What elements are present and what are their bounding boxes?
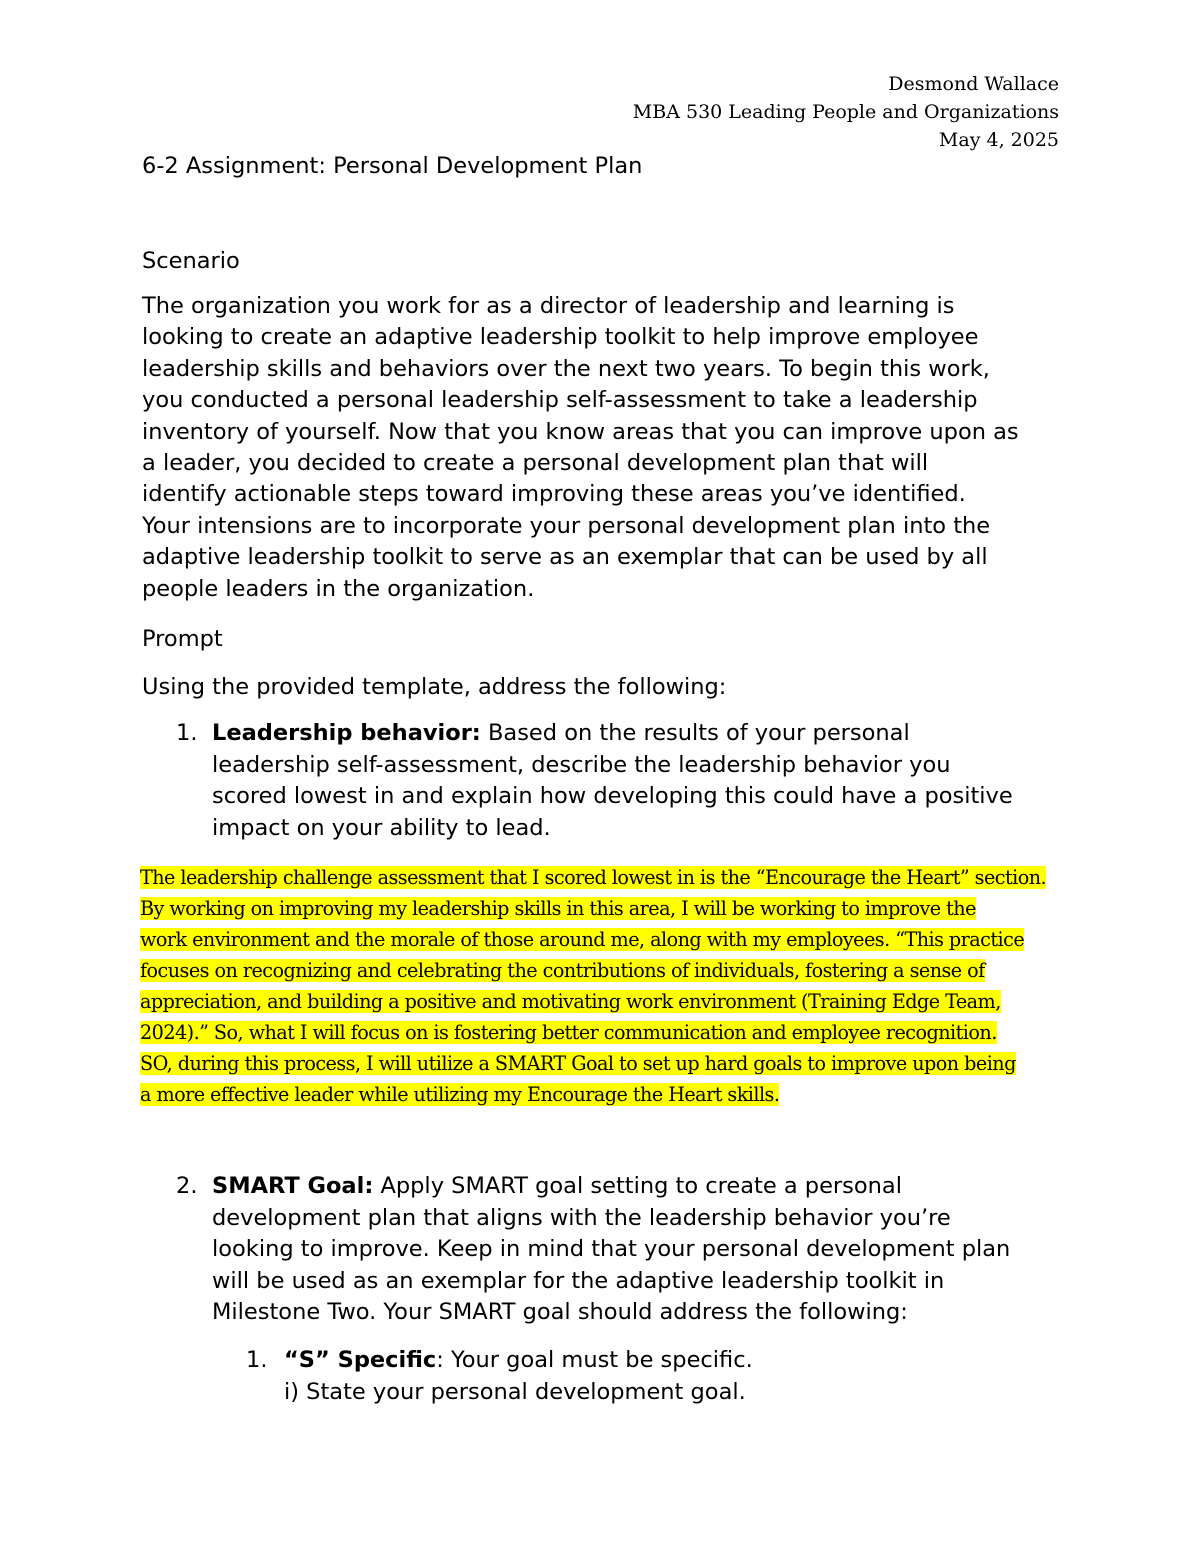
response-line: 2024).” So, what I will focus on is fostering better communication and employee recognition. <box>140 1021 997 1044</box>
list-number: 2. <box>176 1173 198 1199</box>
sublist-item-text-body: : Your goal must be specific. <box>436 1347 753 1373</box>
response-line: By working on improving my leadership skills in this area, I will be working to improve the <box>140 897 976 920</box>
list-number: 1. <box>246 1347 268 1373</box>
page-title: 6-2 Assignment: Personal Development Plan <box>142 153 643 179</box>
list-item-label: Leadership behavior: <box>212 720 481 746</box>
response-line: focuses on recognizing and celebrating the contributions of individuals, fostering a sense of <box>140 959 985 982</box>
prompt-heading: Prompt <box>142 626 223 652</box>
list-item-label: SMART Goal: <box>212 1173 374 1199</box>
highlighted-response <box>140 862 1070 1110</box>
response-line: a more effective leader while utilizing my Encourage the Heart skills. <box>140 1083 780 1106</box>
document-date: May 4, 2025 <box>938 129 1059 151</box>
list-item-text-first: Apply SMART goal setting to create a personal <box>373 1173 902 1199</box>
scenario-heading: Scenario <box>142 248 240 274</box>
sublist-item-text <box>284 1345 1084 1377</box>
author-name: Desmond Wallace <box>888 73 1059 95</box>
sublist-item-label: “S” Specific <box>284 1347 437 1373</box>
course-name: MBA 530 Leading People and Organizations <box>632 101 1059 123</box>
list-item-text-first: Based on the results of your personal <box>480 720 910 746</box>
list-number: 1. <box>176 720 198 746</box>
scenario-body: The organization you work for as a director of leadership and learning is looking to create an adaptive leadership toolkit to help improve employee leadership skills and behaviors over the next two years. To begin this work, you conducted a personal leadership self-assessment to take a leadership inventory of yourself. Now that you know areas that you can improve upon as a leader, you decided to create a personal development plan that will identify actionable steps toward improving these areas you’ve identified. Your intensions are to incorporate your personal development plan into the adaptive leadership toolkit to serve as an exemplar that can be used by all people leaders in the organization. <box>142 293 1019 602</box>
list-item-text <box>212 1171 1092 1203</box>
list-item-text-rest: leadership self-assessment, describe the leadership behavior you scored lowest in and explain how developing this could have a positive impact on your ability to lead. <box>212 751 1013 841</box>
response-line: appreciation, and building a positive and motivating work environment (Training Edge Team, <box>140 990 1001 1013</box>
prompt-intro: Using the provided template, address the following: <box>142 674 727 700</box>
list-item-text-rest: development plan that aligns with the leadership behavior you’re looking to improve. Keep in mind that your personal development plan will be used as an exemplar for the adaptive leadership toolkit in Milestone Two. Your SMART goal should address the following: <box>212 1204 1011 1325</box>
list-item-text <box>212 718 1092 750</box>
response-line: work environment and the morale of those around me, along with my employees. “This practice <box>140 928 1025 951</box>
response-line: SO, during this process, I will utilize a SMART Goal to set up hard goals to improve upon being <box>140 1052 1016 1075</box>
document-header <box>633 70 1059 154</box>
sublist-item-sub: i) State your personal development goal. <box>284 1378 746 1405</box>
response-line: The leadership challenge assessment that I scored lowest in is the “Encourage the Heart” section. <box>140 866 1047 889</box>
